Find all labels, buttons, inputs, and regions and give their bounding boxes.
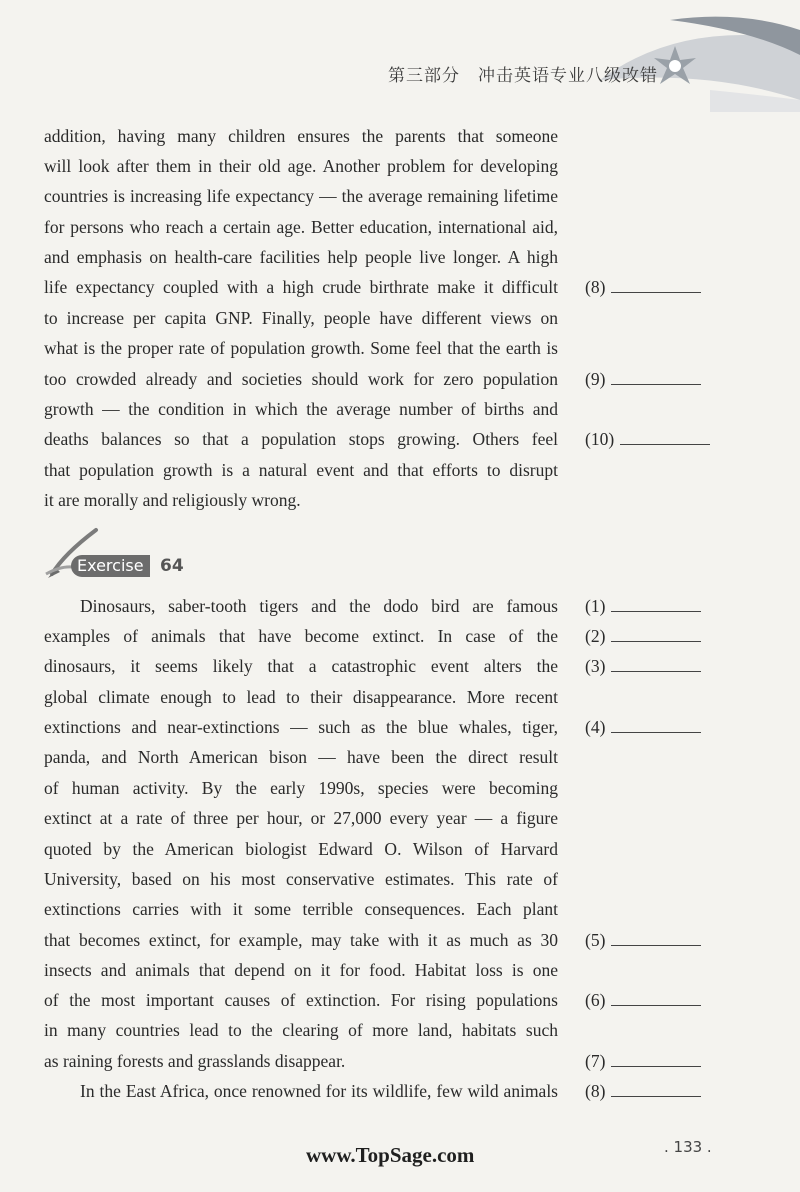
blank-label: (5) <box>585 930 606 950</box>
blank-label: (3) <box>585 656 606 676</box>
blank-line <box>611 597 701 612</box>
blank-label: (2) <box>585 626 606 646</box>
blank-label: (1) <box>585 596 606 616</box>
answer-blank-7[interactable] <box>585 1046 715 1076</box>
section-title: 第三部分 冲击英语专业八级改错 <box>388 66 658 86</box>
blank-line <box>611 1052 701 1067</box>
answer-blank-10[interactable] <box>585 424 715 454</box>
blank-line <box>611 991 701 1006</box>
text-line: Dinosaurs, saber-tooth tigers and the dodo bird are famous <box>80 596 558 616</box>
blank-label: (8) <box>585 277 606 297</box>
text-line: what is the proper rate of population growth. Some feel that the earth is <box>44 338 558 358</box>
answer-blank-2[interactable] <box>585 621 715 651</box>
text-line: countries is increasing life expectancy — the average remaining lifetime <box>44 186 558 206</box>
answer-blank-1[interactable] <box>585 591 715 621</box>
text-line: extinctions carries with it some terrible consequences. Each plant <box>44 899 558 919</box>
blank-line <box>611 657 701 672</box>
text-line: examples of animals that have become extinct. In case of the <box>44 626 558 646</box>
answer-blank-6[interactable] <box>585 985 715 1015</box>
text-line: as raining forests and grasslands disappear. <box>44 1051 346 1071</box>
answer-blank-8[interactable] <box>585 272 715 302</box>
text-line: will look after them in their old age. Another problem for developing <box>44 156 558 176</box>
text-line: of human activity. By the early 1990s, species were becoming <box>44 778 558 798</box>
text-line: extinct at a rate of three per hour, or 27,000 every year — a figure <box>44 808 558 828</box>
text-line: In the East Africa, once renowned for its wildlife, few wild animals <box>80 1081 558 1101</box>
text-line: addition, having many children ensures the parents that someone <box>44 126 558 146</box>
footer-url: www.TopSage.com <box>306 1143 475 1167</box>
exercise-label: Exercise <box>71 555 150 577</box>
text-line: insects and animals that depend on it for food. Habitat loss is one <box>44 960 558 980</box>
blank-label: (7) <box>585 1051 606 1071</box>
exercise-heading <box>44 524 204 584</box>
text-line: in many countries lead to the clearing of more land, habitats such <box>44 1020 558 1040</box>
blank-label: (6) <box>585 990 606 1010</box>
text-line: extinctions and near-extinctions — such as the blue whales, tiger, <box>44 717 558 737</box>
blank-label: (10) <box>585 429 615 449</box>
text-line: it are morally and religiously wrong. <box>44 490 301 510</box>
text-line: growth — the condition in which the average number of births and <box>44 399 558 419</box>
text-line: deaths balances so that a population stops growing. Others feel <box>44 429 558 449</box>
answer-blank-4[interactable] <box>585 712 715 742</box>
text-line: of the most important causes of extinction. For rising populations <box>44 990 558 1010</box>
text-line: global climate enough to lead to their disappearance. More recent <box>44 687 558 707</box>
text-line: that population growth is a natural event and that efforts to disrupt <box>44 460 558 480</box>
blank-label: (8) <box>585 1081 606 1101</box>
blank-line <box>611 718 701 733</box>
blank-line <box>611 1082 701 1097</box>
text-line: and emphasis on health-care facilities help people live longer. A high <box>44 247 558 267</box>
answer-blank-3[interactable] <box>585 651 715 681</box>
blank-line <box>620 430 710 445</box>
text-line: that becomes extinct, for example, may take with it as much as 30 <box>44 930 558 950</box>
answer-blank-9[interactable] <box>585 364 715 394</box>
blank-line <box>611 931 701 946</box>
text-line: to increase per capita GNP. Finally, people have different views on <box>44 308 558 328</box>
text-line: life expectancy coupled with a high crude birthrate make it difficult <box>44 277 558 297</box>
text-line: for persons who reach a certain age. Better education, international aid, <box>44 217 558 237</box>
blank-label: (4) <box>585 717 606 737</box>
blank-line <box>611 370 701 385</box>
page-number: . 133 . <box>664 1138 712 1156</box>
exercise-number: 64 <box>160 556 184 576</box>
answer-blank-8b[interactable] <box>585 1076 715 1106</box>
text-line: dinosaurs, it seems likely that a catastrophic event alters the <box>44 656 558 676</box>
text-line: panda, and North American bison — have been the direct result <box>44 747 558 767</box>
text-line: University, based on his most conservative estimates. This rate of <box>44 869 558 889</box>
blank-line <box>611 627 701 642</box>
blank-line <box>611 278 701 293</box>
text-line: quoted by the American biologist Edward O. Wilson of Harvard <box>44 839 558 859</box>
text-line: too crowded already and societies should work for zero population <box>44 369 558 389</box>
answer-blank-5[interactable] <box>585 925 715 955</box>
blank-label: (9) <box>585 369 606 389</box>
